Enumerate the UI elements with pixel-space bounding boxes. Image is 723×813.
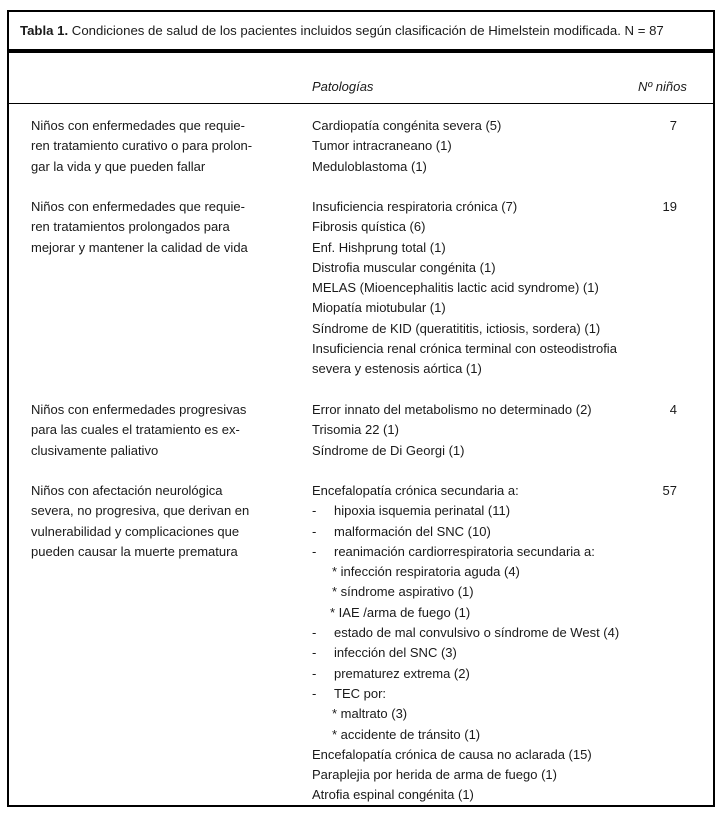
pathology-item <box>312 582 692 602</box>
pathologies-cell <box>312 197 692 380</box>
pathology-item <box>312 339 692 359</box>
pathology-item <box>312 785 692 805</box>
header-row <box>9 53 713 103</box>
caption-text: Condiciones de salud de los pacientes incluidos según clasificación de Himelstein modificada. N = 87 <box>68 23 664 38</box>
pathology-text: Fibrosis quística (6) <box>312 219 426 235</box>
category-line: para las cuales el tratamiento es ex- <box>31 422 240 438</box>
pathology-item <box>312 704 692 724</box>
pathology-text: Síndrome de Di Georgi (1) <box>312 442 465 458</box>
category-cell <box>31 116 291 177</box>
pathology-text: severa y estenosis aórtica (1) <box>312 361 482 377</box>
category-line: gar la vida y que pueden fallar <box>31 158 206 174</box>
category-line: severa, no progresiva, que derivan en <box>31 503 250 519</box>
count-cell: 19 <box>662 199 677 214</box>
count-cell: 57 <box>662 483 677 498</box>
header-pathologies: Patologías <box>312 79 374 94</box>
dash-bullet: - <box>312 665 317 681</box>
dash-bullet: - <box>312 503 317 519</box>
pathology-item <box>312 603 692 623</box>
pathology-item <box>312 542 692 562</box>
category-cell <box>31 400 291 461</box>
pathology-item <box>312 258 692 278</box>
pathology-text: * síndrome aspirativo (1) <box>332 584 474 600</box>
pathology-item <box>312 420 692 440</box>
pathology-text: TEC por: <box>334 685 387 701</box>
category-line: ren tratamientos prolongados para <box>31 219 230 235</box>
pathology-text: Encefalopatía crónica secundaria a: <box>312 483 519 498</box>
pathology-text: Síndrome de KID (queratititis, ictiosis, sordera) (1) <box>312 320 601 336</box>
category-line: vulnerabilidad y complicaciones que <box>31 523 240 539</box>
pathology-text: Trisomia 22 (1) <box>312 422 399 438</box>
pathology-text: Atrofia espinal congénita (1) <box>312 787 474 803</box>
pathology-item <box>312 441 692 461</box>
category-line: pueden causar la muerte prematura <box>31 543 238 559</box>
pathology-text: Error innato del metabolismo no determinado (2) <box>312 402 592 417</box>
pathology-item <box>312 136 692 156</box>
dash-bullet: - <box>312 523 317 539</box>
pathologies-cell <box>312 481 692 806</box>
category-line: Niños con enfermedades que requie- <box>31 118 245 133</box>
pathology-text: MELAS (Mioencephalitis lactic acid syndrome) (1) <box>312 280 599 296</box>
pathology-item <box>312 319 692 339</box>
dash-bullet: - <box>312 625 317 641</box>
pathology-text: Cardiopatía congénita severa (5) <box>312 118 502 133</box>
pathology-item <box>312 623 692 643</box>
pathology-item <box>312 116 692 136</box>
pathology-item <box>312 684 692 704</box>
header-divider <box>9 103 713 104</box>
pathology-text: Distrofia muscular congénita (1) <box>312 259 496 275</box>
pathology-item <box>312 298 692 318</box>
pathology-text: Tumor intracraneano (1) <box>312 138 452 154</box>
pathology-text: hipoxia isquemia perinatal (11) <box>334 503 511 519</box>
header-count: Nº niños <box>638 79 687 94</box>
category-cell <box>31 197 291 258</box>
category-line: ren tratamiento curativo o para prolon- <box>31 138 253 154</box>
pathology-item <box>312 501 692 521</box>
pathology-item <box>312 664 692 684</box>
pathology-item <box>312 765 692 785</box>
pathology-item <box>312 197 692 217</box>
pathology-item <box>312 217 692 237</box>
count-cell: 7 <box>669 118 677 133</box>
pathology-text: prematurez extrema (2) <box>334 665 470 681</box>
pathology-item <box>312 522 692 542</box>
dash-bullet: - <box>312 543 317 559</box>
pathology-item <box>312 643 692 663</box>
pathologies-cell <box>312 400 692 461</box>
table-frame <box>7 10 715 807</box>
pathology-text: Meduloblastoma (1) <box>312 158 427 174</box>
pathology-item <box>312 400 692 420</box>
pathology-text: * maltrato (3) <box>332 706 408 722</box>
pathology-text: infección del SNC (3) <box>334 645 457 661</box>
category-line: Niños con enfermedades que requie- <box>31 199 245 214</box>
pathology-text: * IAE /arma de fuego (1) <box>330 604 471 620</box>
pathology-text: reanimación cardiorrespiratoria secundaria a: <box>334 543 595 559</box>
pathology-item <box>312 359 692 379</box>
pathology-text: * accidente de tránsito (1) <box>332 726 481 742</box>
pathology-text: Miopatía miotubular (1) <box>312 300 446 316</box>
pathology-item <box>312 278 692 298</box>
caption-label: Tabla 1. <box>20 23 69 38</box>
pathologies-cell <box>312 116 692 177</box>
category-line: clusivamente paliativo <box>31 442 159 458</box>
dash-bullet: - <box>312 645 317 661</box>
pathology-text: Insuficiencia renal crónica terminal con osteodistrofia <box>312 341 617 357</box>
pathology-item <box>312 725 692 745</box>
category-line: Niños con afectación neurológica <box>31 483 223 498</box>
pathology-item <box>312 157 692 177</box>
pathology-text: estado de mal convulsivo o síndrome de West (4) <box>334 625 620 641</box>
pathology-text: Paraplejia por herida de arma de fuego (1) <box>312 767 557 783</box>
pathology-item <box>312 238 692 258</box>
pathology-text: Encefalopatía crónica de causa no aclarada (15) <box>312 746 592 762</box>
count-cell: 4 <box>669 402 677 417</box>
pathology-text: malformación del SNC (10) <box>334 523 491 539</box>
pathology-text: * infección respiratoria aguda (4) <box>332 564 520 580</box>
pathology-item <box>312 481 692 501</box>
dash-bullet: - <box>312 685 317 701</box>
category-line: Niños con enfermedades progresivas <box>31 402 247 417</box>
pathology-text: Insuficiencia respiratoria crónica (7) <box>312 199 518 214</box>
pathology-item <box>312 562 692 582</box>
table-caption <box>9 12 713 49</box>
pathology-text: Enf. Hishprung total (1) <box>312 239 446 255</box>
pathology-item <box>312 745 692 765</box>
category-cell <box>31 481 291 562</box>
category-line: mejorar y mantener la calidad de vida <box>31 239 248 255</box>
